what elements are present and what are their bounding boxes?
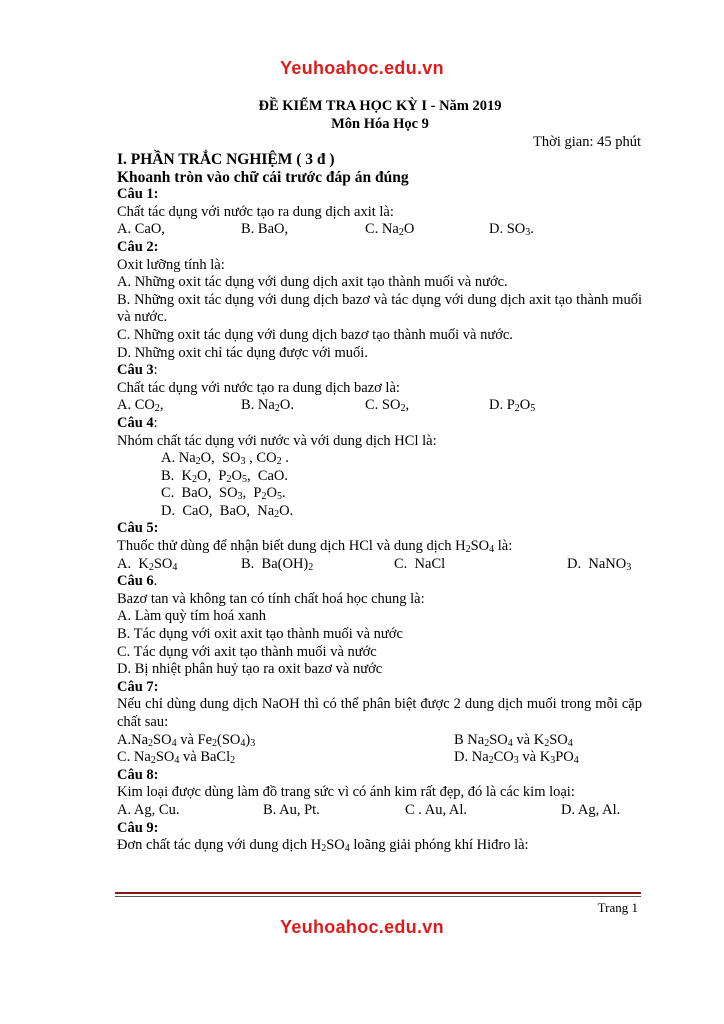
option-c: C. NaCl bbox=[394, 555, 446, 572]
question-label: Câu 3: bbox=[117, 362, 158, 379]
option-d: D. $P_2O_5$ bbox=[489, 397, 536, 415]
question-label: Câu 4: bbox=[117, 414, 158, 431]
section-title: I. PHẦN TRẮC NGHIỆM ( 3 đ ) bbox=[117, 151, 335, 168]
question-text: Bazơ tan và không tan có tính chất hoá học chung là: bbox=[117, 590, 425, 607]
question-label: Câu 2: bbox=[117, 238, 159, 255]
option-d: D. Bị nhiệt phân huỷ tạo ra oxit bazơ và nước bbox=[117, 661, 383, 678]
question-text: Nhóm chất tác dụng với nước và với dung dịch HCl là: bbox=[117, 432, 437, 449]
question-text: Nếu chỉ dùng dung dịch NaOH thì có thể phân biệt được 2 dung dịch muối trong mỗi cặp chất sau: bbox=[117, 696, 642, 730]
question-label: Câu 5: bbox=[117, 520, 159, 537]
option-a: A. $Na_2O$, $SO_3$ , $CO_2$ . bbox=[161, 450, 289, 468]
site-watermark-top[interactable]: Yeuhoahoc.edu.vn bbox=[280, 58, 444, 78]
question-label: Câu 9: bbox=[117, 819, 159, 836]
option-a: A. Ag, Cu. bbox=[117, 801, 180, 818]
option-b: B $Na_2SO_4$ và $K_2SO_4$ bbox=[454, 731, 573, 749]
answer-options bbox=[117, 397, 642, 415]
footer-divider-thin bbox=[115, 896, 641, 897]
question-text: Đơn chất tác dụng với dung dịch $H_2SO_4$ loãng giải phóng khí Hiđro là: bbox=[117, 837, 529, 855]
option-b: B. $K_2O$, $P_2O_5$, CaO. bbox=[161, 467, 289, 485]
option-a: A. Làm quỳ tím hoá xanh bbox=[117, 608, 267, 625]
option-d: D. Những oxit chỉ tác dụng được với muối. bbox=[117, 344, 368, 361]
question-text: Chất tác dụng với nước tạo ra dung dịch bazơ là: bbox=[117, 379, 400, 396]
exam-subject: Môn Hóa Học 9 bbox=[331, 116, 429, 132]
option-a: A. Những oxit tác dụng với dung dịch axit tạo thành muối và nước. bbox=[117, 274, 508, 291]
option-c: C. BaO, $SO_3$, $P_2O_5$. bbox=[161, 485, 286, 503]
option-b: B. Những oxit tác dụng với dung dịch bazơ và tác dụng với dung dịch axit tạo thành muối và nước. bbox=[117, 291, 642, 326]
option-c: C. $Na_2O$ bbox=[365, 221, 415, 239]
option-b: B. $Na_2O$. bbox=[241, 397, 294, 415]
option-d: D. Ag, Al. bbox=[561, 801, 621, 818]
option-b: B. Au, Pt. bbox=[263, 801, 320, 818]
answer-options-row bbox=[117, 749, 642, 767]
page-number: Trang 1 bbox=[597, 900, 638, 915]
question-text: Kim loại được dùng làm đồ trang sức vì có ánh kim rất đẹp, đó là các kim loại: bbox=[117, 784, 575, 801]
exam-content bbox=[117, 151, 642, 855]
site-watermark-bottom[interactable]: Yeuhoahoc.edu.vn bbox=[280, 917, 444, 937]
answer-options bbox=[117, 556, 642, 574]
question-text: Oxit lưỡng tính là: bbox=[117, 256, 225, 273]
option-d: D. NaNO$_3$ bbox=[567, 555, 632, 573]
option-c: C. $Na_2SO_4$ và BaCl$_2$ bbox=[117, 749, 236, 767]
option-a: $A.Na_2SO_4$ và $Fe_2(SO_4)_3$ bbox=[117, 731, 256, 749]
option-b: B. BaO, bbox=[241, 221, 289, 238]
question-label: Câu 8: bbox=[117, 766, 159, 783]
answer-options bbox=[117, 221, 642, 239]
answer-options-row bbox=[117, 732, 642, 750]
question-label: Câu 6. bbox=[117, 573, 158, 590]
option-d: D. $Na_2CO_3$ và $K_3PO_4$ bbox=[454, 749, 579, 767]
option-c: C. Tác dụng với axit tạo thành muối và nước bbox=[117, 643, 377, 660]
question-text: Chất tác dụng với nước tạo ra dung dịch axit là: bbox=[117, 203, 394, 220]
question-label: Câu 7: bbox=[117, 678, 159, 695]
answer-options bbox=[117, 802, 642, 820]
option-b: B. Tác dụng với oxit axit tạo thành muối và nước bbox=[117, 626, 403, 643]
section-instruction: Khoanh tròn vào chữ cái trước đáp án đúng bbox=[117, 168, 409, 186]
exam-title: ĐỀ KIỂM TRA HỌC KỲ I - Năm 2019 bbox=[258, 98, 502, 114]
exam-time: Thời gian: 45 phút bbox=[533, 134, 641, 150]
option-c: C. $SO_2$, bbox=[365, 397, 410, 415]
option-d: D. CaO, BaO, $Na_2O$. bbox=[161, 502, 294, 520]
option-c: C. Những oxit tác dụng với dung dịch bazơ tạo thành muối và nước. bbox=[117, 326, 513, 343]
option-a: A. $K_2SO_4$ bbox=[117, 555, 178, 573]
question-text: Thuốc thử dùng để nhận biết dung dịch HCl và dung dịch $H_2SO_4$ là: bbox=[117, 538, 513, 556]
option-c: C . Au, Al. bbox=[405, 801, 468, 818]
footer-divider bbox=[115, 892, 641, 894]
option-d: D. $SO_3$. bbox=[489, 221, 534, 239]
option-a: A. $CO_2$, bbox=[117, 397, 164, 415]
option-a: A. CaO, bbox=[117, 221, 165, 238]
option-b: B. $Ba(OH)_2$ bbox=[241, 555, 314, 573]
question-label: Câu 1: bbox=[117, 186, 159, 203]
